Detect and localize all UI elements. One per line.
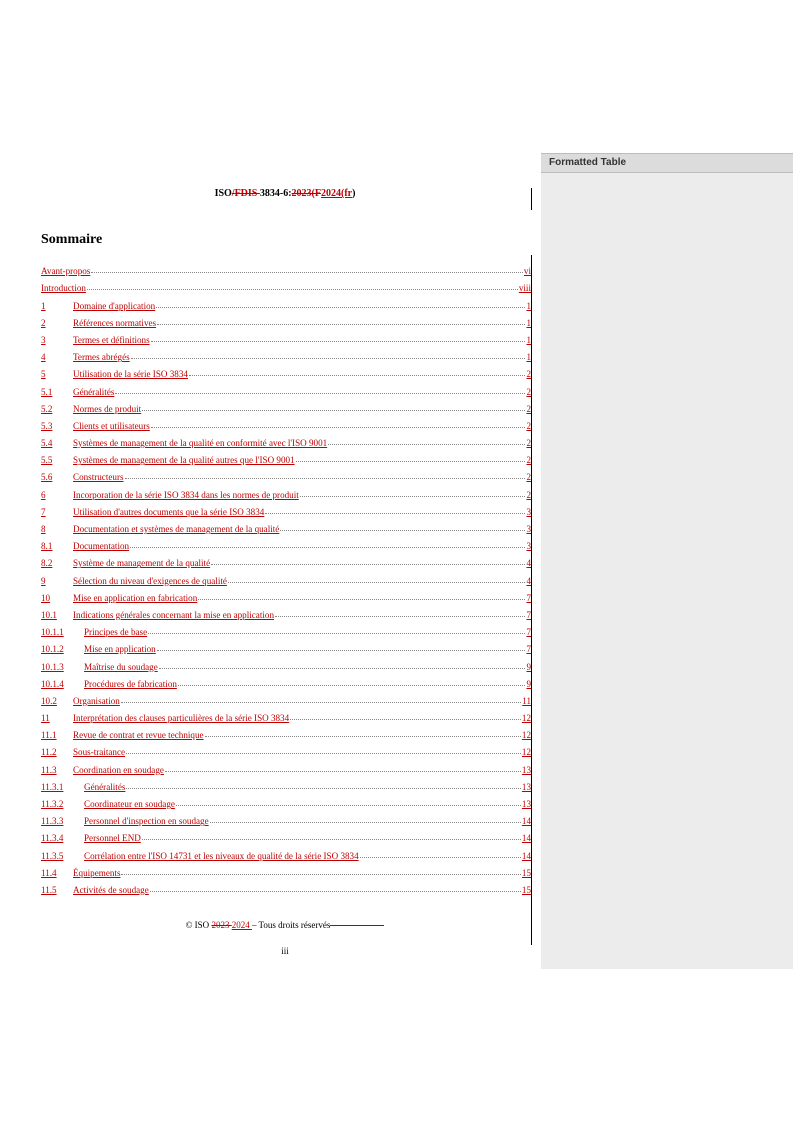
toc-entry-page: 2 [526, 438, 531, 449]
toc-leader-dots [300, 495, 526, 497]
toc-entry[interactable] [41, 843, 531, 860]
toc-entry-title: Avant-propos [41, 266, 91, 277]
toc-entry[interactable] [41, 328, 531, 345]
toc-leader-dots [290, 718, 521, 720]
toc-entry-title: Principes de base [84, 627, 148, 638]
toc-leader-dots [228, 581, 526, 583]
toc-entry[interactable] [41, 723, 531, 740]
toc-entry-page: 1 [526, 334, 531, 345]
toc-leader-dots [142, 838, 521, 840]
toc-leader-dots [150, 890, 521, 892]
toc-leader-dots [210, 821, 521, 823]
header-inserted-year: 2024(fr [320, 188, 353, 199]
toc-entry-title: Sélection du niveau d'exigences de qualité [73, 575, 227, 586]
toc-entry[interactable] [41, 586, 531, 603]
toc-entry-title: Termes abrégés [73, 352, 130, 363]
toc-leader-dots [121, 873, 520, 875]
toc-entry-page: vi [523, 266, 531, 277]
toc-entry-number: 11 [41, 713, 50, 724]
toc-entry-number: 11.3 [41, 764, 57, 775]
toc-entry-number: 10.1 [41, 609, 57, 620]
toc-entry-title: Système de management de la qualité [73, 558, 211, 569]
toc-entry[interactable] [41, 465, 531, 482]
toc-entry-title: Corrélation entre l'ISO 14731 et les niveaux de qualité de la série ISO 3834 [84, 850, 359, 861]
toc-entry-page: 12 [521, 747, 531, 758]
toc-leader-dots [156, 306, 525, 308]
toc-entry-number: 11.3.5 [41, 850, 64, 861]
toc-entry-number: 6 [41, 489, 46, 500]
toc-entry[interactable] [41, 706, 531, 723]
toc-leader-dots [275, 615, 525, 617]
header-number: 3834-6: [259, 188, 292, 199]
toc-entry-title: Termes et définitions [73, 334, 150, 345]
toc-entry-number: 5 [41, 369, 46, 380]
toc-entry[interactable] [41, 637, 531, 654]
toc-entry-page: viii [518, 283, 531, 294]
toc-entry-title: Mise en application en fabrication [73, 592, 198, 603]
toc-entry-number: 11.3.2 [41, 799, 64, 809]
comment-pane-heading: Formatted Table [541, 153, 793, 173]
toc-leader-dots [189, 374, 526, 376]
footer-copyright [40, 920, 530, 930]
toc-entry-page: 2 [526, 489, 531, 500]
toc-leader-dots [91, 271, 523, 273]
toc-entry-title: Généralités [73, 386, 115, 397]
toc-entry-page: 3 [526, 506, 531, 517]
toc-entry-number: 10 [41, 592, 51, 603]
toc-entry-title: Incorporation de la série ISO 3834 dans les normes de produit [73, 489, 299, 500]
toc-entry-page: 13 [521, 781, 531, 792]
toc-entry-page: 2 [526, 369, 531, 380]
toc-entry-title: Normes de produit [73, 403, 142, 414]
toc-leader-dots [211, 563, 525, 565]
toc-entry-page: 7 [526, 627, 531, 638]
toc-entry-page: 12 [521, 713, 531, 724]
toc-leader-dots [198, 598, 525, 600]
toc-entry-title: Personnel END [84, 833, 141, 844]
toc-entry[interactable] [41, 517, 531, 534]
toc-entry-title: Activités de soudage [73, 884, 149, 895]
toc-entry-number: 11.4 [41, 867, 57, 878]
toc-leader-dots [126, 752, 521, 754]
toc-entry-title: Personnel d'inspection en soudage [84, 816, 209, 827]
toc-entry-title: Sous-traitance [73, 747, 126, 758]
toc-heading: Sommaire [41, 232, 103, 247]
toc-entry[interactable] [41, 534, 531, 551]
toc-entry[interactable] [41, 809, 531, 826]
toc-entry-number: 11.5 [41, 884, 57, 895]
toc-entry[interactable] [41, 379, 531, 396]
toc-entry[interactable] [41, 259, 531, 276]
change-bar-toc [531, 255, 532, 945]
toc-entry-page: 3 [526, 541, 531, 552]
toc-entry-page: 14 [521, 816, 531, 827]
toc-entry[interactable] [41, 775, 531, 792]
toc-entry-number: 1 [41, 300, 46, 311]
toc-entry-title: Documentation [73, 541, 130, 552]
toc-entry-number: 10.1.3 [41, 661, 64, 672]
toc-entry[interactable] [41, 431, 531, 448]
footer-rights: – Tous droits réservés [251, 920, 331, 930]
toc-leader-dots [360, 856, 521, 858]
toc-entry-page: 2 [526, 420, 531, 431]
toc-entry-title: Clients et utilisateurs [73, 420, 150, 431]
toc-entry[interactable] [41, 878, 531, 895]
toc-entry[interactable] [41, 603, 531, 620]
toc-entry-title: Références normatives [73, 317, 157, 328]
toc-entry-title: Généralités [84, 781, 126, 792]
toc-entry-number: 10.1.2 [41, 644, 64, 655]
toc-entry-title: Revue de contrat et revue technique [73, 730, 204, 741]
toc-entry-number: 10.2 [41, 695, 57, 706]
toc-entry-number: 11.3.3 [41, 816, 64, 827]
toc-entry-page: 14 [521, 833, 531, 844]
toc-entry[interactable] [41, 345, 531, 362]
toc-entry-page: 1 [526, 317, 531, 328]
header-suffix: ) [352, 188, 356, 199]
toc-entry[interactable] [41, 654, 531, 671]
toc-leader-dots [151, 340, 526, 342]
document-header [40, 188, 530, 199]
toc-leader-dots [131, 357, 526, 359]
toc-leader-dots [121, 701, 521, 703]
toc-entry-page: 13 [521, 799, 531, 809]
toc-entry-number: 10.1.4 [41, 678, 64, 689]
toc-leader-dots [151, 426, 526, 428]
toc-entry-number: 7 [41, 506, 46, 517]
toc-entry-number: 11.1 [41, 730, 57, 741]
toc-entry[interactable] [41, 448, 531, 465]
toc-entry-number: 9 [41, 575, 46, 586]
toc-entry[interactable] [41, 792, 531, 809]
toc-entry[interactable] [41, 414, 531, 431]
toc-entry-number: 5.2 [41, 403, 53, 414]
toc-entry[interactable] [41, 861, 531, 878]
toc-leader-dots [148, 632, 525, 634]
header-deleted-year: 2023(F [291, 188, 321, 199]
toc-entry-title: Coordination en soudage [73, 764, 164, 775]
toc-entry-page: 3 [526, 524, 531, 534]
toc-entry-page: 2 [526, 455, 531, 466]
toc-entry-page: 15 [521, 867, 531, 878]
toc-entry-title: Procédures de fabrication [84, 678, 177, 689]
toc-entry[interactable] [41, 689, 531, 706]
toc-entry-title: Systèmes de management de la qualité autres que l'ISO 9001 [73, 455, 295, 466]
toc-entry-page: 1 [526, 300, 531, 311]
toc-leader-dots [125, 477, 526, 479]
toc-entry-page: 9 [526, 678, 531, 689]
toc-entry-number: 10.1.1 [41, 627, 64, 638]
toc-leader-dots [157, 649, 526, 651]
toc-entry-title: Introduction [41, 283, 86, 294]
toc-entry[interactable] [41, 362, 531, 379]
toc-entry-title: Mise en application [84, 644, 156, 655]
toc-entry-title: Interprétation des clauses particulières de la série ISO 3834 [73, 713, 290, 724]
header-prefix: ISO [214, 188, 232, 199]
toc-entry-number: 5.1 [41, 386, 53, 397]
toc-entry[interactable] [41, 276, 531, 293]
toc-leader-dots [265, 512, 525, 514]
toc-entry-number: 5.3 [41, 420, 53, 431]
toc-entry-number: 4 [41, 352, 46, 363]
toc-entry-page: 2 [526, 403, 531, 414]
toc-entry-title: Indications générales concernant la mise en application [73, 609, 274, 620]
toc-entry-number: 5.5 [41, 455, 53, 466]
footer-deleted-year: 2023 [211, 920, 232, 930]
toc-entry[interactable] [41, 568, 531, 585]
footer-copyright-prefix: © ISO [185, 920, 212, 930]
page-number: iii [281, 946, 289, 956]
toc-leader-dots [165, 770, 521, 772]
toc-leader-dots [115, 392, 525, 394]
header-deleted-fdis: /FDIS [231, 188, 260, 199]
toc-entry-number: 2 [41, 317, 46, 328]
toc-entry-page: 4 [526, 558, 531, 569]
toc-entry-number: 11.3.4 [41, 833, 64, 844]
toc-entry-page: 1 [526, 352, 531, 363]
toc-entry-page: 15 [521, 884, 531, 895]
toc-entry-page: 12 [521, 730, 531, 741]
toc-leader-dots [126, 787, 521, 789]
toc-leader-dots [280, 529, 525, 531]
toc-entry-page: 14 [521, 850, 531, 861]
comment-pane [541, 153, 793, 969]
toc-entry[interactable] [41, 311, 531, 328]
toc-entry-page: 7 [526, 609, 531, 620]
toc-entry[interactable] [41, 482, 531, 499]
toc-leader-dots [157, 323, 525, 325]
toc-entry-number: 8.2 [41, 558, 53, 569]
footer-deleted-rule [330, 925, 384, 926]
toc-leader-dots [328, 443, 525, 445]
toc-entry-page: 9 [526, 661, 531, 672]
toc-entry-title: Utilisation d'autres documents que la série ISO 3834 [73, 506, 265, 517]
toc-entry-page: 7 [526, 592, 531, 603]
change-bar-header [531, 188, 532, 210]
toc-entry-number: 8.1 [41, 541, 53, 552]
toc-leader-dots [178, 684, 526, 686]
toc-entry-number: 11.3.1 [41, 781, 64, 792]
toc-leader-dots [205, 735, 521, 737]
toc-entry-number: 8 [41, 524, 46, 534]
toc-entry-page: 7 [526, 644, 531, 655]
toc-entry-number: 5.4 [41, 438, 53, 449]
toc-entry-title: Équipements [73, 867, 121, 878]
toc-entry-page: 13 [521, 764, 531, 775]
toc-leader-dots [87, 288, 518, 290]
toc-entry[interactable] [41, 757, 531, 774]
toc-entry[interactable] [41, 293, 531, 310]
toc-leader-dots [159, 667, 526, 669]
toc-entry[interactable] [41, 672, 531, 689]
toc-entry[interactable] [41, 620, 531, 637]
toc-entry-title: Utilisation de la série ISO 3834 [73, 369, 188, 380]
toc-leader-dots [130, 546, 525, 548]
footer-inserted-year: 2024 [231, 920, 252, 930]
toc-leader-dots [176, 804, 521, 806]
toc-entry-title: Documentation et systèmes de management de la qualité [73, 524, 280, 534]
toc-leader-dots [142, 409, 525, 411]
table-of-contents [41, 259, 531, 895]
toc-entry[interactable] [41, 500, 531, 517]
toc-entry[interactable] [41, 826, 531, 843]
toc-entry-number: 11.2 [41, 747, 57, 758]
toc-entry-page: 2 [526, 472, 531, 483]
toc-entry-title: Domaine d'application [73, 300, 156, 311]
toc-entry[interactable] [41, 740, 531, 757]
toc-entry-page: 11 [522, 695, 531, 706]
toc-entry-number: 5.6 [41, 472, 53, 483]
toc-entry-title: Organisation [73, 695, 120, 706]
toc-entry-title: Coordinateur en soudage [84, 799, 175, 809]
toc-entry-page: 4 [526, 575, 531, 586]
toc-entry[interactable] [41, 551, 531, 568]
toc-entry-title: Systèmes de management de la qualité en conformité avec l'ISO 9001 [73, 438, 328, 449]
toc-entry[interactable] [41, 397, 531, 414]
toc-entry-title: Maîtrise du soudage [84, 661, 158, 672]
toc-leader-dots [296, 460, 526, 462]
toc-entry-title: Constructeurs [73, 472, 124, 483]
toc-entry-page: 2 [526, 386, 531, 397]
toc-entry-number: 3 [41, 334, 46, 345]
